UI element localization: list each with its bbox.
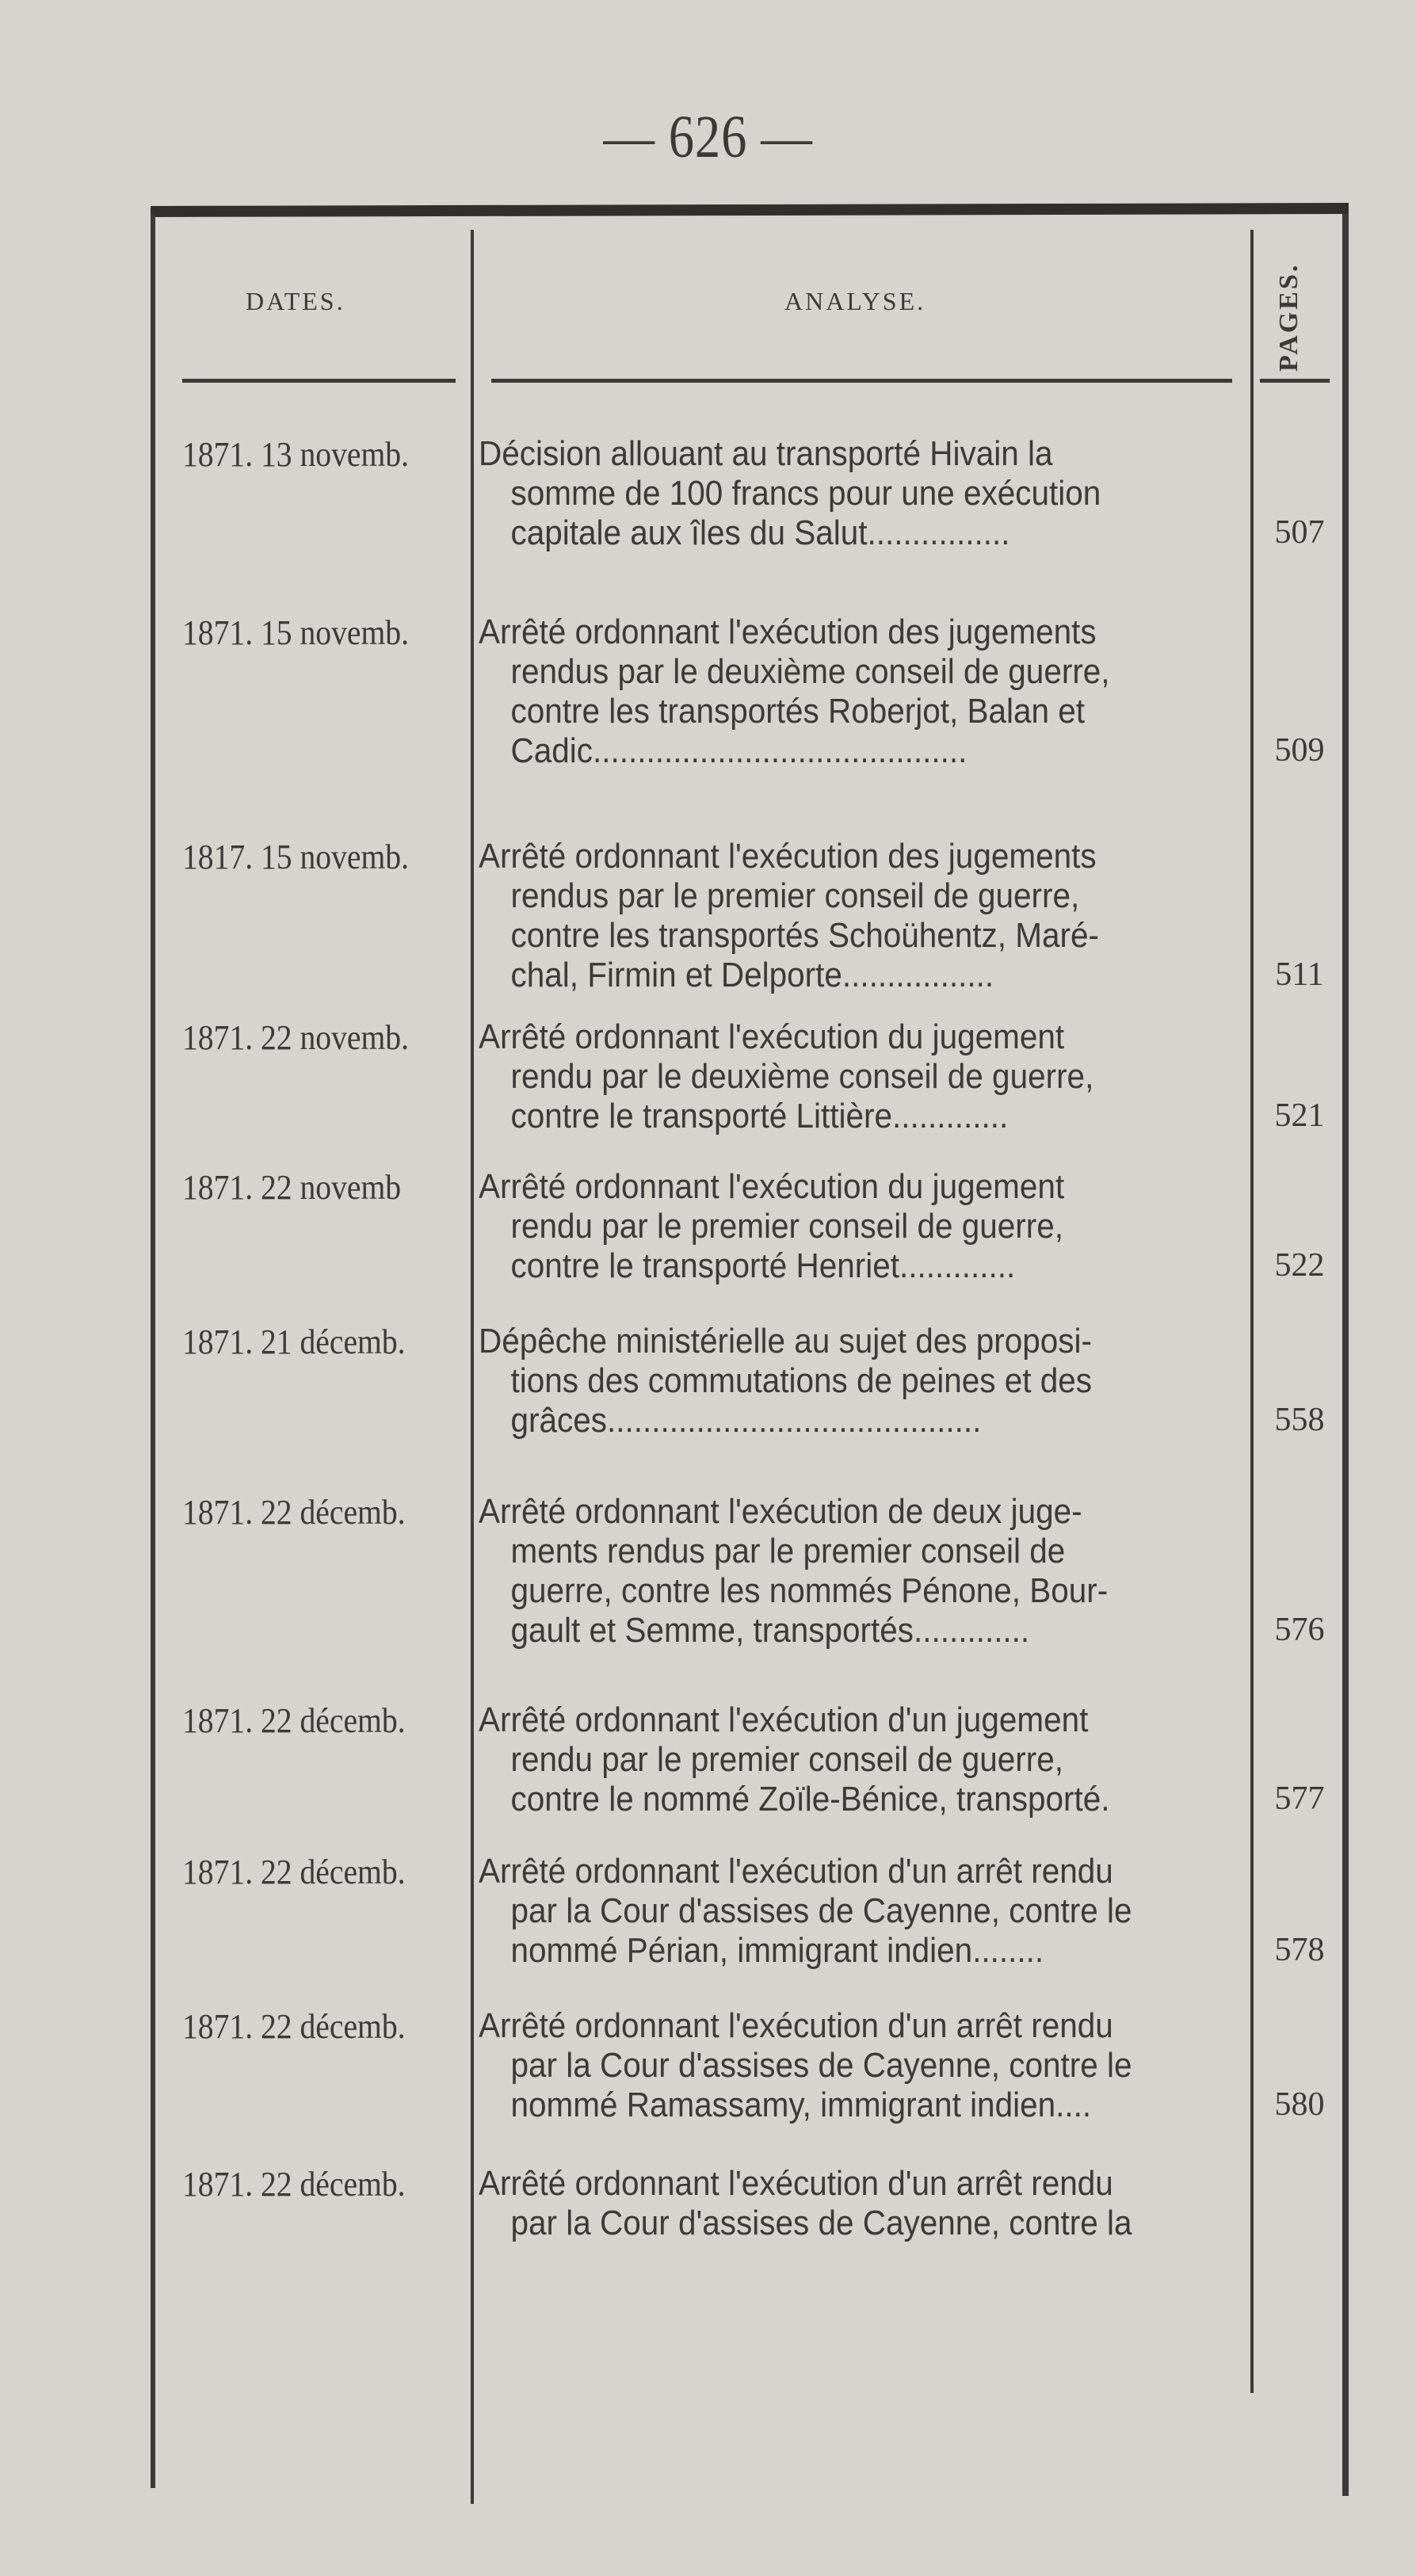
analysis-line: Arrêté ordonnant l'exécution des jugements (479, 837, 1097, 876)
analysis-line: contre le nommé Zoïle-Bénice, transporté. (510, 1780, 1110, 1818)
entry-analysis (479, 2006, 1243, 2125)
analysis-line: contre le transporté Henriet............. (510, 1246, 1016, 1285)
analysis-line: Arrêté ordonnant l'exécution de deux juge- (479, 1492, 1082, 1531)
entry-date: 1871. 22 décemb. (182, 1853, 406, 1891)
analysis-line: par la Cour d'assises de Cayenne, contre le (510, 2046, 1132, 2085)
analysis-line: Arrêté ordonnant l'exécution des jugements (479, 613, 1097, 651)
entry-page-number: 558 (1274, 1402, 1325, 1438)
entry-page-number: 509 (1274, 732, 1325, 769)
entry-analysis (479, 1700, 1243, 1819)
analysis-line: Cadic.......................................... (510, 731, 968, 770)
analysis-line: rendu par le deuxième conseil de guerre, (510, 1057, 1094, 1096)
entry-analysis (479, 1167, 1243, 1286)
analysis-line: capitale aux îles du Salut................ (510, 513, 1010, 552)
analysis-line: rendus par le premier conseil de guerre, (510, 876, 1080, 915)
analysis-line: Arrêté ordonnant l'exécution d'un arrêt rendu (479, 1852, 1113, 1891)
entry-page-number: 521 (1274, 1097, 1325, 1134)
entry-date: 1871. 22 décemb. (182, 2165, 406, 2204)
header-analyse: ANALYSE. (784, 287, 926, 315)
analysis-line: Arrêté ordonnant l'exécution d'un arrêt rendu (479, 2164, 1113, 2203)
analysis-line: tions des commutations de peines et des (510, 1361, 1093, 1400)
analysis-line: Arrêté ordonnant l'exécution du jugement (479, 1017, 1065, 1056)
entry-date: 1817. 15 novemb. (182, 838, 409, 876)
analysis-line: Arrêté ordonnant l'exécution d'un arrêt rendu (479, 2006, 1113, 2045)
entry-date: 1871. 21 décemb. (182, 1322, 406, 1361)
analysis-line: ments rendus par le premier conseil de (510, 1532, 1066, 1570)
entry-page-number: 576 (1274, 1612, 1325, 1648)
entry-analysis (479, 434, 1243, 553)
header-rule-pages (1260, 379, 1330, 383)
column-divider-pages (1250, 230, 1254, 2393)
entry-date: 1871. 15 novemb. (182, 613, 409, 652)
entry-date: 1871. 13 novemb. (182, 435, 409, 474)
entry-analysis (479, 613, 1243, 771)
entry-page-number: 522 (1274, 1247, 1325, 1284)
analysis-line: gault et Semme, transportés............. (510, 1611, 1030, 1650)
entry-analysis (479, 1492, 1243, 1651)
analysis-line: rendus par le deuxième conseil de guerre, (510, 652, 1110, 691)
analysis-line: rendu par le premier conseil de guerre, (510, 1207, 1064, 1246)
entry-analysis (479, 1852, 1243, 1971)
analysis-line: contre les transportés Schoühentz, Maré- (510, 916, 1099, 955)
analysis-line: chal, Firmin et Delporte................. (510, 956, 994, 994)
analysis-line: rendu par le premier conseil de guerre, (510, 1740, 1064, 1779)
entry-date: 1871. 22 décemb. (182, 2007, 406, 2046)
entry-page-number: 578 (1274, 1932, 1325, 1968)
entry-analysis (479, 2164, 1243, 2243)
analysis-line: somme de 100 francs pour une exécution (510, 474, 1101, 513)
analysis-line: Décision allouant au transporté Hivain la (479, 434, 1053, 473)
table-right-edge (1342, 214, 1349, 2496)
entry-date: 1871. 22 novemb (182, 1168, 402, 1207)
table-left-edge (151, 214, 155, 2488)
analysis-line: Arrêté ordonnant l'exécution d'un jugement (479, 1700, 1089, 1739)
analysis-line: contre les transportés Roberjot, Balan et (510, 692, 1086, 731)
analysis-line: par la Cour d'assises de Cayenne, contre la (510, 2204, 1132, 2242)
column-divider-dates (471, 230, 474, 2504)
entry-date: 1871. 22 décemb. (182, 1493, 406, 1532)
analysis-line: nommé Ramassamy, immigrant indien.... (510, 2086, 1092, 2124)
entry-page-number: 511 (1275, 956, 1324, 993)
entry-date: 1871. 22 novemb. (182, 1018, 409, 1057)
header-rule-dates (182, 379, 456, 383)
entry-analysis (479, 1322, 1243, 1441)
entry-page-number: 580 (1274, 2086, 1325, 2123)
header-pages: PAGES. (1274, 262, 1303, 372)
header-rule-analyse (491, 379, 1232, 383)
analysis-line: Dépêche ministérielle au sujet des proposi- (479, 1322, 1093, 1361)
analysis-line: par la Cour d'assises de Cayenne, contre le (510, 1891, 1132, 1930)
entry-analysis (479, 1017, 1243, 1136)
entry-page-number: 577 (1274, 1780, 1325, 1817)
table-top-rule (151, 203, 1349, 217)
analysis-line: Arrêté ordonnant l'exécution du jugement (479, 1167, 1065, 1206)
header-dates: DATES. (246, 287, 345, 315)
analysis-line: grâces.......................................... (510, 1401, 982, 1440)
analysis-line: guerre, contre les nommés Pénone, Bour- (510, 1571, 1109, 1610)
entry-analysis (479, 837, 1243, 995)
page-number: — 626 — (603, 104, 813, 170)
analysis-line: contre le transporté Littière............. (510, 1097, 1009, 1135)
analysis-line: nommé Périan, immigrant indien........ (510, 1931, 1044, 1970)
entry-date: 1871. 22 décemb. (182, 1701, 406, 1740)
entry-page-number: 507 (1274, 514, 1325, 551)
